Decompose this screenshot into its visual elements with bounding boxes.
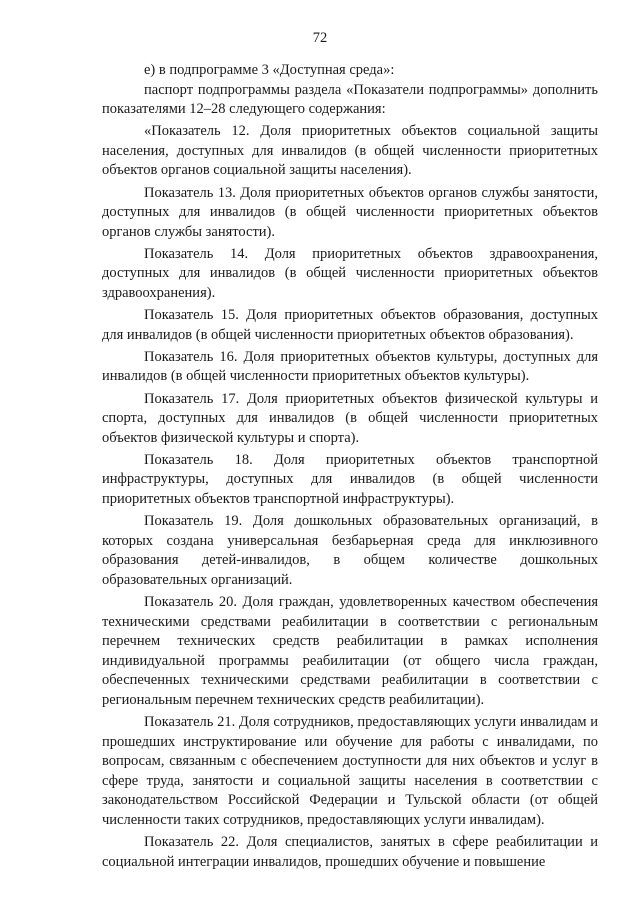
page-number: 72	[312, 30, 328, 46]
paragraph-indicator-12: «Показатель 12. Доля приоритетных объектов социальной защиты населения, доступных для инвалидов (в общей численности приоритетных объектов органов социальной защиты населения).	[102, 123, 598, 179]
paragraph-indicator-18: Показатель 18. Доля приоритетных объектов транспортной инфраструктуры, доступных для инвалидов (в общей численности приоритетных объектов транспортной инфраструктуры).	[102, 451, 598, 507]
paragraph-indicator-13: Показатель 13. Доля приоритетных объектов органов службы занятости, доступных для инвалидов (в общей численности приоритетных объектов органов службы занятости).	[102, 184, 598, 240]
paragraph-indicator-19: Показатель 19. Доля дошкольных образовательных организаций, в которых создана универсальная безбарьерная среда для инклюзивного образования детей-инвалидов, в общем количестве дошкольных образовательных организаций.	[102, 513, 598, 588]
paragraph-indicator-15: Показатель 15. Доля приоритетных объектов образования, доступных для инвалидов (в общей численности приоритетных объектов образования).	[102, 307, 598, 343]
paragraph-subprogram-heading: е) в подпрограмме 3 «Доступная среда»:	[144, 62, 395, 78]
paragraph-indicator-17: Показатель 17. Доля приоритетных объектов физической культуры и спорта, доступных для инвалидов (в общей численности приоритетных объектов физической культуры и спорта).	[102, 390, 598, 446]
document-body	[102, 61, 598, 875]
paragraph-indicator-14: Показатель 14. Доля приоритетных объектов здравоохранения, доступных для инвалидов (в общей численности приоритетных объектов здравоохранения).	[102, 245, 598, 302]
paragraph-indicator-21: Показатель 21. Доля сотрудников, предоставляющих услуги инвалидам и прошедших инструктирование или обучение для работы с инвалидами, по вопросам, связанным с обеспечением доступности для них объектов и услуг в сфере труда, занятости и социальной защиты населения в соответствии с законодательством Российской Федерации и Тульской области (от общей численности таких сотрудников, предоставляющих услуги инвалидам).	[102, 714, 598, 828]
paragraph-indicator-22: Показатель 22. Доля специалистов, занятых в сфере реабилитации и социальной интеграции инвалидов, прошедших обучение и повышение	[102, 834, 598, 870]
paragraph-indicator-16: Показатель 16. Доля приоритетных объектов культуры, доступных для инвалидов (в общей численности приоритетных объектов культуры).	[102, 348, 598, 385]
paragraph-passport-intro: паспорт подпрограммы раздела «Показатели подпрограммы» дополнить показателями 12–28 следующего содержания:	[102, 81, 598, 118]
paragraph-indicator-20: Показатель 20. Доля граждан, удовлетворенных качеством обеспечения техническими средствами реабилитации в соответствии с региональным перечнем технических средств реабилитации в рамках исполнения индивидуальной программы реабилитации (от общего числа граждан, обеспеченных техническими средствами реабилитации в соответствии с региональным перечнем технических средств реабилитации).	[102, 593, 598, 708]
